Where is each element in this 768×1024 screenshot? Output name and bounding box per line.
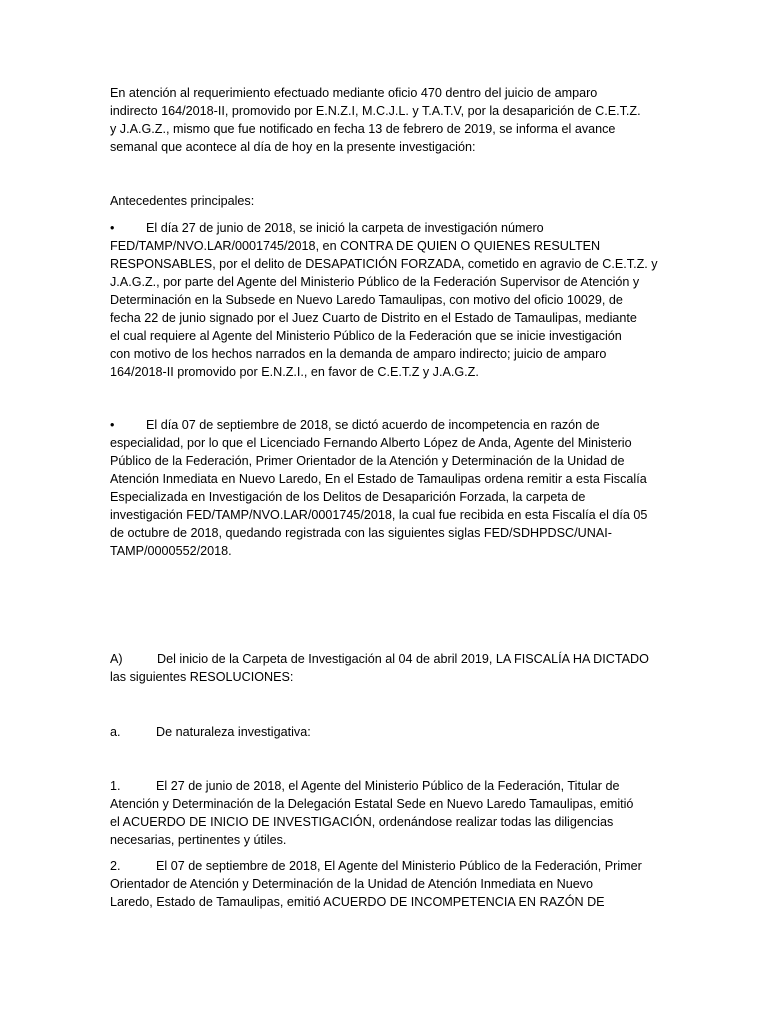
bullet-line: TAMP/0000552/2018. — [110, 544, 232, 558]
bullet-line: de octubre de 2018, quedando registrada con las siguientes siglas FED/SDHPDSC/UNAI- — [110, 526, 612, 540]
bullet-first-line — [110, 219, 544, 237]
bullet-line: Público de la Federación, Primer Orientador de la Atención y Determinación de la Unidad de — [110, 454, 625, 468]
subsection-a — [110, 723, 311, 741]
item-line: necesarias, pertinentes y útiles. — [110, 833, 287, 847]
bullet-text: El día 27 de junio de 2018, se inició la carpeta de investigación número — [146, 221, 544, 235]
item-text: El 07 de septiembre de 2018, El Agente del Ministerio Público de la Federación, Primer — [156, 859, 642, 873]
section-a-text: Del inicio de la Carpeta de Investigación al 04 de abril 2019, LA FISCALÍA HA DICTADO — [157, 652, 649, 666]
bullet-line: FED/TAMP/NVO.LAR/0001745/2018, en CONTRA DE QUIEN O QUIENES RESULTEN — [110, 239, 601, 253]
bullet-line: el cual requiere al Agente del Ministerio Público de la Federación que se inicie investigación — [110, 329, 622, 343]
item-text: El 27 de junio de 2018, el Agente del Ministerio Público de la Federación, Titular de — [156, 779, 620, 793]
subsection-text: De naturaleza investigativa: — [156, 725, 311, 739]
bullet-line: investigación FED/TAMP/NVO.LAR/0001745/2018, la cual fue recibida en esta Fiscalía el día 05 — [110, 508, 648, 522]
bullet-text: El día 07 de septiembre de 2018, se dictó acuerdo de incompetencia en razón de — [146, 418, 600, 432]
antecedentes-heading: Antecedentes principales: — [110, 194, 255, 208]
bullet-marker: • — [110, 221, 115, 235]
item-line: el ACUERDO DE INICIO DE INVESTIGACIÓN, ordenándose realizar todas las diligencias — [110, 815, 614, 829]
section-a-first-line — [110, 650, 649, 668]
item-line: Atención y Determinación de la Delegación Estatal Sede en Nuevo Laredo Tamaulipas, emitió — [110, 797, 634, 811]
section-marker: A) — [110, 652, 123, 666]
item-first-line — [110, 857, 642, 875]
bullet-line: especialidad, por lo que el Licenciado Fernando Alberto López de Anda, Agente del Ministerio — [110, 436, 632, 450]
bullet-line: Especializada en Investigación de los Delitos de Desaparición Forzada, la carpeta de — [110, 490, 586, 504]
item-line: Laredo, Estado de Tamaulipas, emitió ACUERDO DE INCOMPETENCIA EN RAZÓN DE — [110, 895, 605, 909]
bullet-line: fecha 22 de junio signado por el Juez Cuarto de Distrito en el Estado de Tamaulipas, mediante — [110, 311, 637, 325]
bullet-line: RESPONSABLES, por el delito de DESAPATICIÓN FORZADA, cometido en agravio de C.E.T.Z. y — [110, 257, 658, 271]
item-line: Orientador de Atención y Determinación de la Unidad de Atención Inmediata en Nuevo — [110, 877, 594, 891]
bullet-marker: • — [110, 418, 115, 432]
intro-line: En atención al requerimiento efectuado mediante oficio 470 dentro del juicio de amparo — [110, 86, 598, 100]
bullet-line: Atención Inmediata en Nuevo Laredo, En el Estado de Tamaulipas ordena remitir a esta Fiscalía — [110, 472, 647, 486]
intro-line: y J.A.G.Z., mismo que fue notificado en fecha 13 de febrero de 2019, se informa el avance — [110, 122, 616, 136]
bullet-line: con motivo de los hechos narrados en la demanda de amparo indirecto; juicio de amparo — [110, 347, 607, 361]
subsection-marker: a. — [110, 725, 121, 739]
item-first-line — [110, 777, 619, 795]
item-marker: 2. — [110, 859, 121, 873]
bullet-line: J.A.G.Z., por parte del Agente del Ministerio Público de la Federación Supervisor de Atención y — [110, 275, 640, 289]
bullet-line: Determinación en la Subsede en Nuevo Laredo Tamaulipas, con motivo del oficio 10029, de — [110, 293, 623, 307]
item-marker: 1. — [110, 779, 121, 793]
intro-line: semanal que acontece al día de hoy en la presente investigación: — [110, 140, 476, 154]
section-a-line: las siguientes RESOLUCIONES: — [110, 670, 294, 684]
bullet-first-line — [110, 416, 600, 434]
intro-line: indirecto 164/2018-II, promovido por E.N.Z.I, M.C.J.L. y T.A.T.V, por la desaparición de C.E.T.Z. — [110, 104, 641, 118]
bullet-line: 164/2018-II promovido por E.N.Z.I., en favor de C.E.T.Z y J.A.G.Z. — [110, 365, 479, 379]
